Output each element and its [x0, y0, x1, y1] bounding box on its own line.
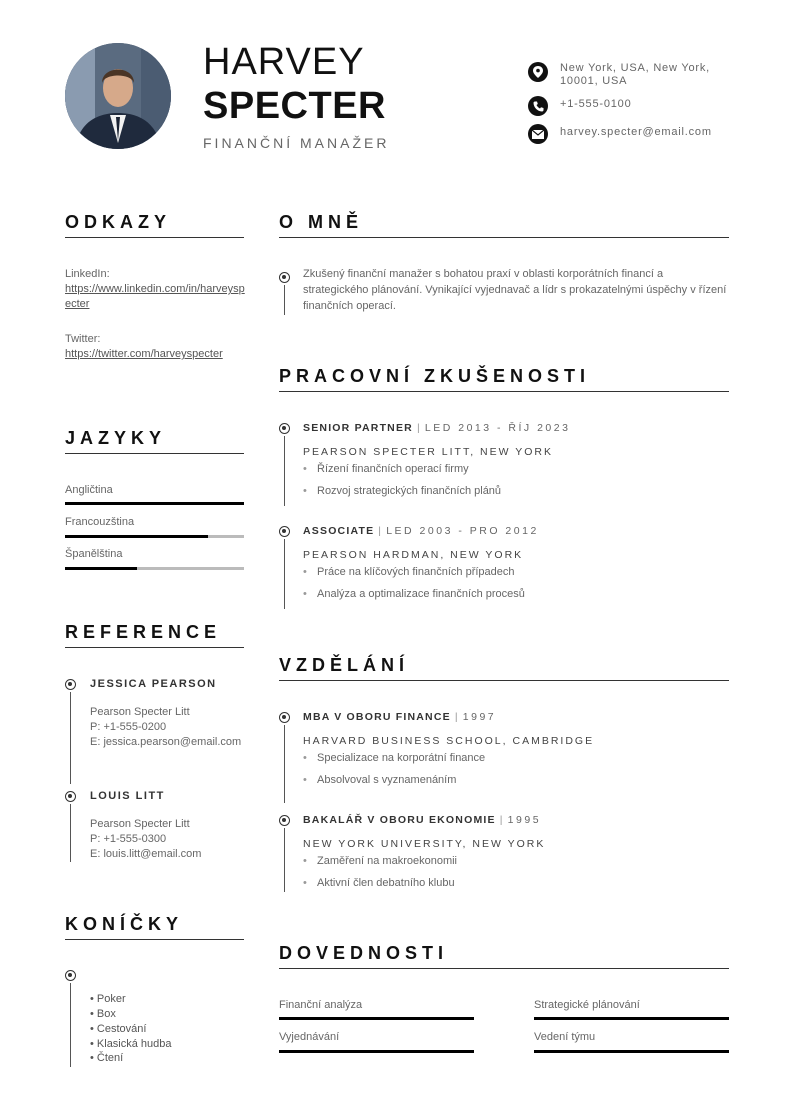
education-divider — [279, 680, 729, 681]
education-school: HARVARD BUSINESS SCHOOL, CAMBRIDGE — [303, 735, 595, 747]
skill-label: Finanční analýza — [279, 999, 363, 1011]
links-heading: ODKAZY — [65, 212, 171, 232]
timeline-line — [284, 436, 285, 506]
timeline-dot — [65, 679, 76, 690]
timeline-dot — [279, 526, 290, 537]
timeline-line — [70, 692, 71, 784]
job-separator: | — [378, 525, 383, 537]
skill-bar — [279, 1017, 474, 1020]
linkedin-link[interactable]: https://www.linkedin.com/in/harveyspecter — [65, 283, 245, 310]
job-separator: | — [416, 422, 421, 434]
job-date: LED 2013 - ŘÍJ 2023 — [424, 422, 571, 434]
hobby-item: • Cestování — [90, 1023, 147, 1035]
education-bullet: • Specializace na korporátní finance — [303, 752, 486, 764]
skill-label: Vedení týmu — [534, 1031, 596, 1043]
envelope-icon — [528, 124, 548, 144]
reference-email[interactable]: E: jessica.pearson@email.com — [90, 736, 242, 748]
skill-label: Vyjednávání — [279, 1031, 340, 1043]
job-bullet: • Analýza a optimalizace finančních procesů — [303, 588, 525, 600]
location-pin-icon — [528, 62, 548, 82]
phone-icon — [528, 96, 548, 116]
language-bar — [65, 567, 244, 570]
hobby-item: • Čtení — [90, 1052, 124, 1064]
contact-email-row — [528, 124, 730, 144]
job-header — [303, 422, 570, 434]
hobby-item: • Poker — [90, 993, 126, 1005]
education-heading: VZDĚLÁNÍ — [279, 655, 409, 675]
references-heading: REFERENCE — [65, 622, 222, 642]
languages-heading: JAZYKY — [65, 428, 167, 448]
job-position: ASSOCIATE — [303, 525, 375, 537]
education-school: NEW YORK UNIVERSITY, NEW YORK — [303, 838, 546, 850]
skill-label: Strategické plánování — [534, 999, 640, 1011]
skill-bar — [534, 1050, 729, 1053]
language-level-fill — [65, 567, 137, 570]
timeline-line — [284, 828, 285, 892]
last-name: SPECTER — [203, 85, 386, 127]
hobby-item: • Box — [90, 1008, 116, 1020]
twitter-label: Twitter: — [65, 333, 101, 345]
reference-email[interactable]: E: louis.litt@email.com — [90, 848, 202, 860]
reference-phone: P: +1-555-0200 — [90, 721, 167, 733]
language-label: Angličtina — [65, 484, 113, 496]
timeline-line — [284, 285, 285, 315]
timeline-line — [70, 804, 71, 862]
education-year: 1995 — [507, 814, 542, 826]
job-title: FINANČNÍ MANAŽER — [203, 135, 390, 151]
timeline-dot — [279, 815, 290, 826]
timeline-line — [70, 983, 71, 1067]
education-degree: BAKALÁŘ V OBORU EKONOMIE — [303, 814, 496, 826]
profile-photo — [65, 43, 171, 149]
links-divider — [65, 237, 244, 238]
language-label: Španělština — [65, 548, 123, 560]
education-header — [303, 814, 541, 826]
contact-phone-row — [528, 96, 730, 116]
reference-company: Pearson Specter Litt — [90, 706, 190, 718]
timeline-dot — [65, 970, 76, 981]
timeline-dot — [65, 791, 76, 802]
contact-email[interactable]: harvey.specter@email.com — [560, 126, 712, 138]
timeline-dot — [279, 712, 290, 723]
hobbies-heading: KONÍČKY — [65, 914, 184, 934]
language-level-fill — [65, 535, 208, 538]
education-degree: MBA V OBORU FINANCE — [303, 711, 451, 723]
reference-company: Pearson Specter Litt — [90, 818, 190, 830]
first-name: HARVEY — [203, 41, 365, 83]
contact-address: New York, USA, New York, 10001, USA — [560, 62, 711, 87]
education-bullet: • Zaměření na makroekonomii — [303, 855, 458, 867]
contact-phone: +1-555-0100 — [560, 98, 632, 110]
languages-divider — [65, 453, 244, 454]
timeline-line — [284, 539, 285, 609]
education-separator: | — [454, 711, 459, 723]
reference-name: LOUIS LITT — [90, 790, 165, 802]
timeline-line — [284, 725, 285, 803]
job-company: PEARSON SPECTER LITT, NEW YORK — [303, 446, 554, 458]
contact-address-row — [528, 62, 730, 88]
about-divider — [279, 237, 729, 238]
twitter-link[interactable]: https://twitter.com/harveyspecter — [65, 348, 223, 360]
linkedin-label: LinkedIn: — [65, 268, 110, 280]
job-company: PEARSON HARDMAN, NEW YORK — [303, 549, 524, 561]
language-bar — [65, 535, 244, 538]
language-label: Francouzština — [65, 516, 135, 528]
education-header — [303, 711, 496, 723]
language-bar — [65, 502, 244, 505]
skill-bar — [279, 1050, 474, 1053]
timeline-dot — [279, 272, 290, 283]
hobby-item: • Klasická hudba — [90, 1038, 172, 1050]
job-bullet: • Práce na klíčových finančních případech — [303, 566, 515, 578]
reference-phone: P: +1-555-0300 — [90, 833, 167, 845]
education-separator: | — [499, 814, 504, 826]
job-date: LED 2003 - PRO 2012 — [386, 525, 539, 537]
education-bullet: • Aktivní člen debatního klubu — [303, 877, 455, 889]
experience-divider — [279, 391, 729, 392]
reference-name: JESSICA PEARSON — [90, 678, 217, 690]
job-bullet: • Řízení finančních operací firmy — [303, 463, 469, 475]
language-level-fill — [65, 502, 244, 505]
about-heading: O MNĚ — [279, 212, 364, 232]
education-bullet: • Absolvoval s vyznamenáním — [303, 774, 457, 786]
hobbies-divider — [65, 939, 244, 940]
job-bullet: • Rozvoj strategických finančních plánů — [303, 485, 502, 497]
skills-heading: DOVEDNOSTI — [279, 943, 449, 963]
job-header — [303, 525, 539, 537]
references-divider — [65, 647, 244, 648]
skills-divider — [279, 968, 729, 969]
skill-bar — [534, 1017, 729, 1020]
experience-heading: PRACOVNÍ ZKUŠENOSTI — [279, 366, 591, 386]
about-text: Zkušený finanční manažer s bohatou praxí v oblasti korporátních financí a strategického plánování. Vynikající vyjednavač a lídr s prokazatelnými úspěchy v řízení finančních operací. — [303, 268, 727, 312]
job-position: SENIOR PARTNER — [303, 422, 413, 434]
education-year: 1997 — [462, 711, 497, 723]
timeline-dot — [279, 423, 290, 434]
